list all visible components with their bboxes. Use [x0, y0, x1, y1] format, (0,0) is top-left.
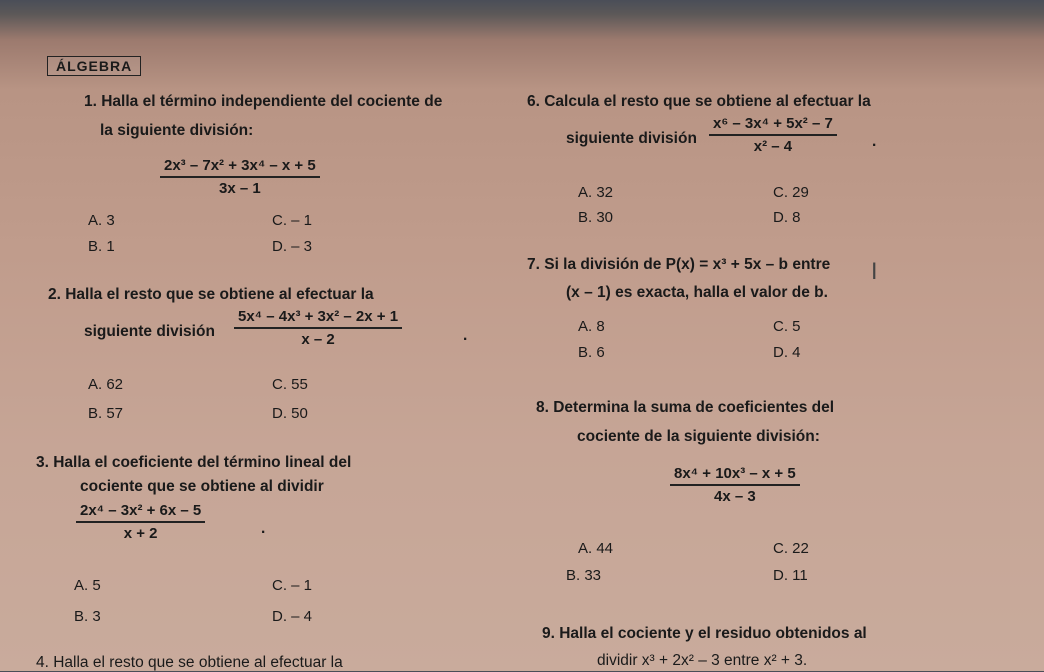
q7-option-d[interactable]: D. 4 [773, 344, 801, 361]
question-3-line-1: 3. Halla el coeficiente del término lineal del [36, 454, 352, 471]
fraction-numerator: 2x⁴ – 3x² + 6x – 5 [76, 502, 205, 523]
question-6-line-1: 6. Calcula el resto que se obtiene al efectuar la [527, 93, 871, 110]
q1-option-b[interactable]: B. 1 [88, 238, 115, 255]
question-8-line-1: 8. Determina la suma de coeficientes del [536, 399, 835, 416]
question-7-line-2: (x – 1) es exacta, halla el valor de b. [566, 284, 828, 301]
q2-option-a[interactable]: A. 62 [88, 376, 124, 393]
section-badge: ÁLGEBRA [47, 56, 141, 76]
question-1-line-1: 1. Halla el término independiente del cociente de [84, 93, 443, 110]
q1-option-a[interactable]: A. 3 [88, 212, 115, 229]
fraction-numerator: 8x⁴ + 10x³ – x + 5 [670, 465, 800, 486]
question-3-line-2: cociente que se obtiene al dividir [80, 478, 324, 495]
question-2-lead: siguiente división [84, 323, 215, 340]
text-cursor-icon: I [871, 260, 878, 285]
q3-option-a[interactable]: A. 5 [74, 577, 101, 594]
q3-option-c[interactable]: C. – 1 [272, 577, 313, 594]
question-2-line-1: 2. Halla el resto que se obtiene al efectuar la [48, 286, 374, 303]
q8-option-c[interactable]: C. 22 [773, 540, 809, 557]
question-9-line-1: 9. Halla el cociente y el residuo obtenidos al [542, 625, 867, 642]
q7-option-c[interactable]: C. 5 [773, 318, 801, 335]
fraction-numerator: x⁶ – 3x⁴ + 5x² – 7 [709, 115, 837, 136]
q2-option-b[interactable]: B. 57 [88, 405, 124, 422]
q6-option-d[interactable]: D. 8 [773, 209, 801, 226]
q8-option-d[interactable]: D. 11 [773, 567, 808, 584]
q3-option-d[interactable]: D. – 4 [272, 608, 313, 625]
question-2-fraction [234, 308, 402, 348]
q6-option-b[interactable]: B. 30 [578, 209, 614, 226]
fraction-denominator: x + 2 [123, 525, 158, 542]
question-3-fraction [76, 502, 205, 542]
question-2-tail: . [463, 327, 468, 344]
fraction-denominator: x² – 4 [753, 138, 793, 155]
q7-option-a[interactable]: A. 8 [578, 318, 605, 335]
q8-option-b[interactable]: B. 33 [566, 567, 602, 584]
question-1-line-2: la siguiente división: [100, 122, 254, 139]
fraction-numerator: 5x⁴ – 4x³ + 3x² – 2x + 1 [234, 308, 402, 329]
question-4-line-1: 4. Halla el resto que se obtiene al efectuar la [36, 654, 343, 671]
q6-option-c[interactable]: C. 29 [773, 184, 809, 201]
fraction-numerator: 2x³ – 7x² + 3x⁴ – x + 5 [160, 157, 320, 178]
q7-option-b[interactable]: B. 6 [578, 344, 605, 361]
question-6-tail: . [872, 133, 877, 150]
question-8-fraction [670, 465, 800, 505]
question-3-tail: . [261, 520, 266, 537]
question-6-lead: siguiente división [566, 130, 697, 147]
q3-option-b[interactable]: B. 3 [74, 608, 101, 625]
fraction-denominator: 3x – 1 [218, 180, 261, 197]
question-9-line-2: dividir x³ + 2x² – 3 entre x² + 3. [597, 652, 808, 669]
q2-option-c[interactable]: C. 55 [272, 376, 308, 393]
q1-option-c[interactable]: C. – 1 [272, 212, 313, 229]
question-1-fraction [160, 157, 320, 197]
q6-option-a[interactable]: A. 32 [578, 184, 614, 201]
q8-option-a[interactable]: A. 44 [578, 540, 614, 557]
q2-option-d[interactable]: D. 50 [272, 405, 308, 422]
fraction-denominator: x – 2 [301, 331, 335, 348]
question-7-line-1: 7. Si la división de P(x) = x³ + 5x – b entre [527, 256, 831, 273]
question-6-fraction [709, 115, 837, 155]
q1-option-d[interactable]: D. – 3 [272, 238, 313, 255]
question-8-line-2: cociente de la siguiente división: [577, 428, 820, 445]
fraction-denominator: 4x – 3 [713, 488, 756, 505]
